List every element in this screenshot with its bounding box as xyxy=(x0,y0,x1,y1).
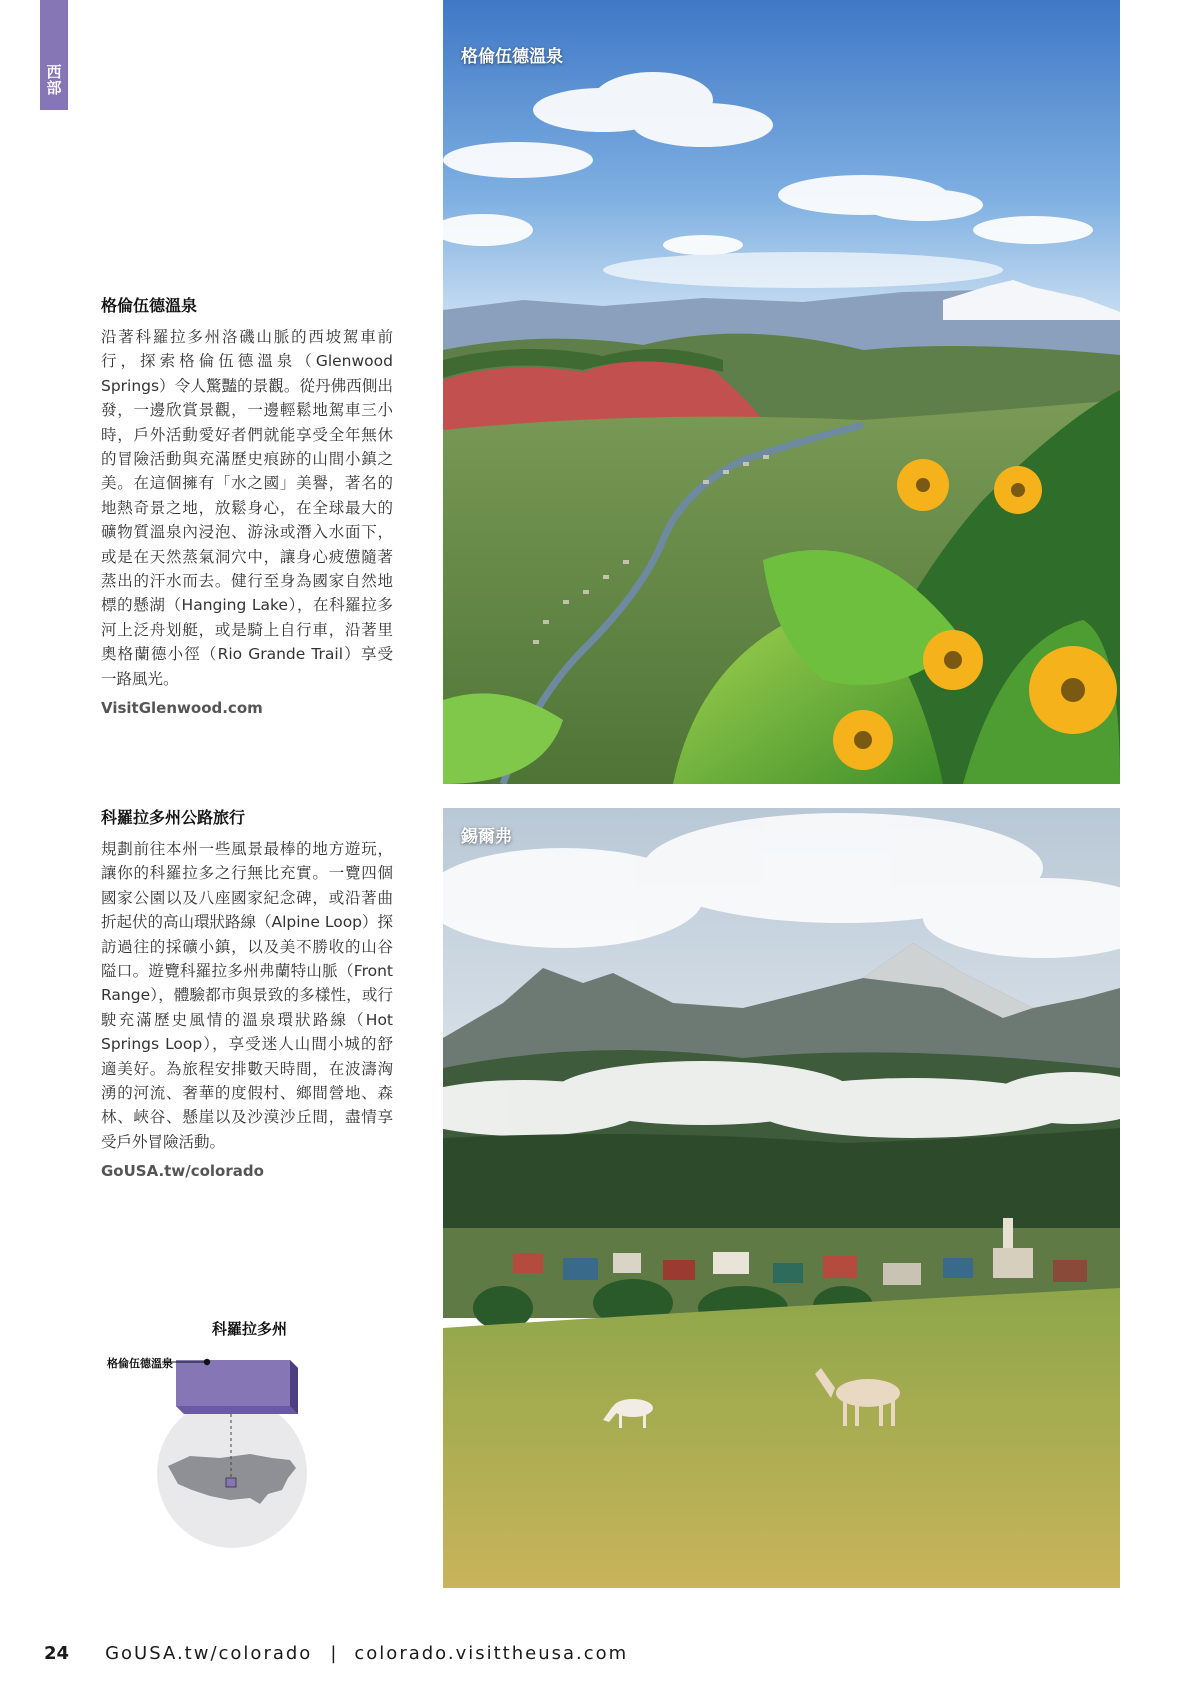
photo-caption: 格倫伍德溫泉 xyxy=(461,47,563,67)
locator-map xyxy=(100,1318,340,1548)
valley-landscape-image xyxy=(443,0,1120,784)
footer-url-gousa[interactable]: GoUSA.tw/colorado xyxy=(105,1643,313,1664)
photo-silverton xyxy=(443,808,1120,1588)
article-road-trip xyxy=(101,805,393,1180)
article-title: 科羅拉多州公路旅行 xyxy=(101,808,246,827)
region-tab-label: 西部 xyxy=(44,64,63,96)
footer-url-visittheusa[interactable]: colorado.visittheusa.com xyxy=(354,1643,629,1664)
article-title: 格倫伍德溫泉 xyxy=(101,296,198,315)
article-body: 沿著科羅拉多州洛磯山脈的西坡駕車前行，探索格倫伍德溫泉（Glenwood Springs）令人驚豔的景觀。從丹佛西側出發，一邊欣賞景觀，一邊輕鬆地駕車三小時，戶外活動愛好者們就能享受全年無休的冒險活動與充滿歷史痕跡的山間小鎮之美。在這個擁有「水之國」美譽，著名的地熱奇景之地，放鬆身心，在全球最大的礦物質溫泉內浸泡、游泳或潛入水面下，或是在天然蒸氣洞穴中，讓身心疲憊隨著蒸出的汗水而去。健行至身為國家自然地標的懸湖（Hanging Lake），在科羅拉多河上泛舟划艇，或是騎上自行車，沿著里奧格蘭德小徑（Rio Grande Trail）享受一路風光。 xyxy=(101,328,393,688)
article-body: 規劃前往本州一些風景最棒的地方遊玩，讓你的科羅拉多之行無比充實。一覽四個國家公園以及八座國家紀念碑，或沿著曲折起伏的高山環狀路線（Alpine Loop）探訪過往的採礦小鎮，以及美不勝收的山谷隘口。遊覽科羅拉多州弗蘭特山脈（Front Range），體驗都市與景致的多樣性，或行駛充滿歷史風情的溫泉環狀路線（Hot Springs Loop），享受迷人山間小城的舒適美好。為旅程安排數天時間，在波濤洶湧的河流、奢華的度假村、鄉間營地、森林、峽谷、懸崖以及沙漠沙丘間，盡情享受戶外冒險活動。 xyxy=(101,840,394,1151)
page-number: 24 xyxy=(44,1643,70,1664)
photo-glenwood-springs xyxy=(443,0,1120,784)
map-title: 科羅拉多州 xyxy=(212,1320,288,1338)
mountain-town-image xyxy=(443,808,1120,1588)
page-footer xyxy=(44,1643,628,1664)
article-link[interactable]: GoUSA.tw/colorado xyxy=(101,1162,264,1181)
article-glenwood xyxy=(101,293,393,717)
footer-separator: | xyxy=(330,1643,337,1664)
locator-map-graphic xyxy=(100,1318,340,1548)
map-marker-label: 格倫伍德溫泉 xyxy=(107,1357,173,1370)
article-link[interactable]: VisitGlenwood.com xyxy=(101,699,263,718)
region-tab xyxy=(40,0,68,110)
photo-caption: 錫爾弗 xyxy=(461,827,512,847)
